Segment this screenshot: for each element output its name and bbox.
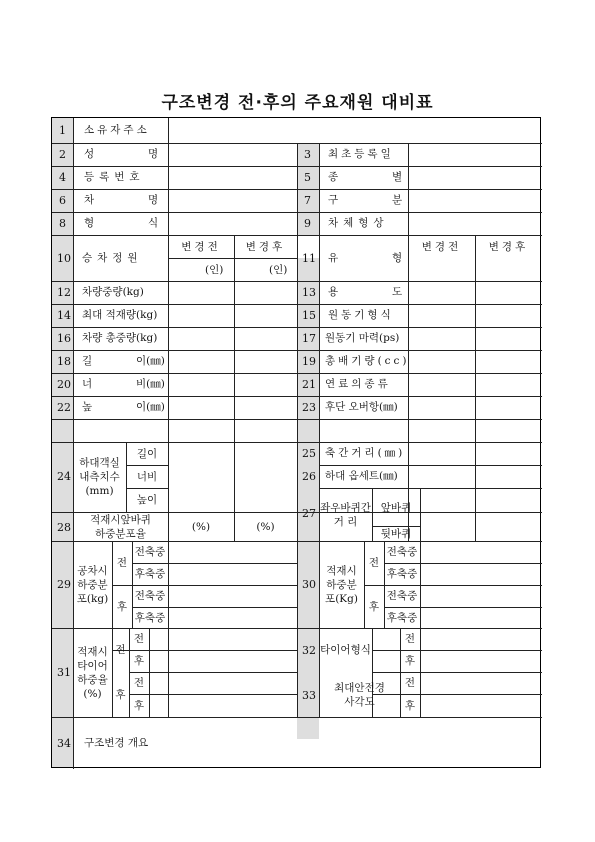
label-front-axle: 전축중 (386, 546, 418, 558)
row-number: 4 (59, 171, 66, 184)
row-number: 2 (59, 148, 66, 161)
label-category-a: 구 (328, 194, 339, 206)
pct-before: (%) (191, 520, 211, 533)
label-use-b: 도 (392, 286, 403, 298)
label-use-a: 용 (328, 286, 339, 298)
row-number: 22 (57, 401, 71, 414)
header-before: 변경전 (181, 241, 221, 253)
row-number: 8 (59, 217, 66, 230)
label-rear-wheel: 뒷바퀴 (380, 527, 412, 540)
right-number-column (297, 258, 319, 739)
label-cargo-width: 너비 (136, 470, 158, 483)
row-number: 33 (302, 689, 316, 702)
pct-after: (%) (256, 520, 275, 533)
row-number: 6 (59, 194, 66, 207)
label-registration-number: 등록번호 (84, 171, 145, 183)
label-max-safe-tilt-angle: 최대안전경 사각도 (334, 681, 385, 708)
row-number: 5 (304, 171, 311, 184)
label-rear-axle: 후축중 (134, 611, 166, 624)
persons-unit-before: (인) (205, 264, 224, 276)
label-hu: 후 (115, 688, 126, 701)
label-first-registration: 최초등록일 (328, 148, 394, 160)
row-number: 11 (302, 252, 316, 265)
row-number: 31 (57, 666, 71, 679)
spec-comparison-table (51, 117, 541, 768)
row-number: 19 (302, 355, 316, 368)
label-cargo-inner-dimensions: 하대객실 내측치수 (mm) (79, 457, 120, 497)
label-front-axle: 전축중 (134, 546, 166, 558)
row-number: 25 (302, 447, 316, 460)
label-max-load: 최대 적재량(kg) (82, 309, 158, 321)
row-number: 1 (59, 124, 66, 137)
label-tire-type: 타이어형식 (320, 644, 371, 656)
row-number: 18 (57, 355, 71, 368)
row-number: 17 (302, 332, 316, 345)
label-jeon: 전 (115, 644, 126, 656)
label-hu: 후 (116, 600, 128, 613)
label-jeon: 전 (116, 557, 128, 569)
row-number: 13 (302, 286, 316, 299)
label-vehicle-weight: 차량중량(kg) (82, 286, 144, 298)
label-jeon: 전 (133, 633, 145, 645)
row-number: 24 (57, 470, 71, 483)
label-rear-axle: 후축중 (134, 568, 166, 580)
label-rear-overhang: 후단 오버항(㎜) (325, 401, 398, 413)
label-kind-a: 유 (328, 252, 339, 264)
row-number: 14 (57, 309, 71, 322)
label-jeon: 전 (368, 557, 380, 569)
label-jeon: 전 (404, 677, 416, 689)
header-after: 변경후 (245, 241, 286, 253)
label-empty-load-distribution: 공차시 하중분 포(kg) (76, 564, 109, 605)
label-hu: 후 (133, 699, 145, 712)
label-engine-type: 원동기형식 (328, 309, 394, 321)
label-wheelbase: 축간거리(㎜) (325, 447, 406, 459)
label-hu: 후 (404, 655, 416, 667)
label-front-axle: 전축중 (134, 590, 166, 602)
label-car-name-a: 차 (84, 194, 95, 206)
row-number: 27 (302, 507, 316, 520)
label-kind-b: 형 (392, 252, 403, 264)
label-length-a: 길 (82, 355, 93, 367)
label-type-a: 종 (328, 171, 339, 183)
label-type-b: 별 (392, 171, 403, 183)
label-front-axle: 전축중 (386, 590, 418, 602)
label-front-load-ratio: 적재시앞바퀴 하중분포율 (90, 513, 151, 540)
label-fuel-type: 연료의종류 (325, 378, 391, 390)
header-after-right: 변경후 (488, 241, 529, 253)
label-owner-address: 소유자주소 (84, 124, 150, 136)
row-number: 23 (302, 401, 316, 414)
label-jeon: 전 (404, 633, 416, 645)
row-number: 16 (57, 332, 71, 345)
label-car-name-b: 명 (148, 194, 159, 206)
label-width-a: 너 (82, 378, 93, 390)
label-name-a: 성 (84, 148, 95, 160)
label-model-b: 식 (148, 217, 159, 229)
label-body-shape: 차체형상 (328, 217, 389, 229)
label-rear-axle: 후축중 (386, 611, 418, 624)
label-engine-power: 원동기 마력(ps) (325, 332, 400, 344)
row-number: 28 (57, 521, 71, 534)
row-number: 34 (57, 737, 71, 750)
label-length-b: 이(㎜) (136, 355, 165, 367)
label-width-b: 비(㎜) (136, 378, 165, 390)
label-hu: 후 (133, 655, 145, 667)
label-cargo-offset: 하대 옵세트(㎜) (325, 470, 398, 482)
label-front-wheel: 앞바퀴 (380, 501, 412, 514)
label-height-b: 이(㎜) (136, 401, 165, 413)
row-number: 30 (302, 578, 316, 591)
label-rear-axle: 후축중 (386, 568, 418, 580)
label-cargo-length: 길이 (136, 447, 158, 460)
row-number: 15 (302, 309, 316, 322)
row-number: 29 (57, 578, 71, 591)
row-number: 21 (302, 378, 316, 391)
label-hu: 후 (404, 699, 416, 712)
label-hu: 후 (368, 600, 380, 613)
row-number: 9 (304, 217, 311, 230)
row-number: 7 (304, 194, 311, 207)
label-seating-capacity: 승차정원 (82, 252, 143, 264)
label-tire-load-ratio: 적재시 타이어 하중율 (%) (77, 645, 108, 700)
label-gross-weight: 차량 총중량(kg) (82, 332, 158, 344)
label-displacement: 총배기량(cc) (325, 355, 410, 367)
label-loaded-load-distribution: 적재시 하중분 포(Kg) (325, 564, 358, 605)
row-number: 26 (302, 470, 316, 483)
label-category-b: 분 (392, 194, 403, 206)
label-track-width: 좌우바퀴간 거 리 (320, 502, 371, 528)
row-number: 10 (57, 252, 71, 265)
header-before-right: 변경전 (421, 241, 462, 253)
row-number: 20 (57, 378, 71, 391)
label-jeon: 전 (133, 677, 145, 689)
row-number: 32 (302, 644, 316, 657)
label-modification-summary: 구조변경 개요 (84, 737, 149, 749)
row-number: 12 (57, 286, 71, 299)
persons-unit-after: (인) (269, 264, 288, 276)
label-model-a: 형 (84, 217, 95, 229)
label-cargo-height: 높이 (136, 494, 158, 506)
label-name-b: 명 (148, 148, 159, 160)
label-height-a: 높 (82, 401, 93, 413)
page-title: 구조변경 전·후의 주요재원 대비표 (161, 93, 434, 113)
row-number: 3 (304, 148, 311, 161)
